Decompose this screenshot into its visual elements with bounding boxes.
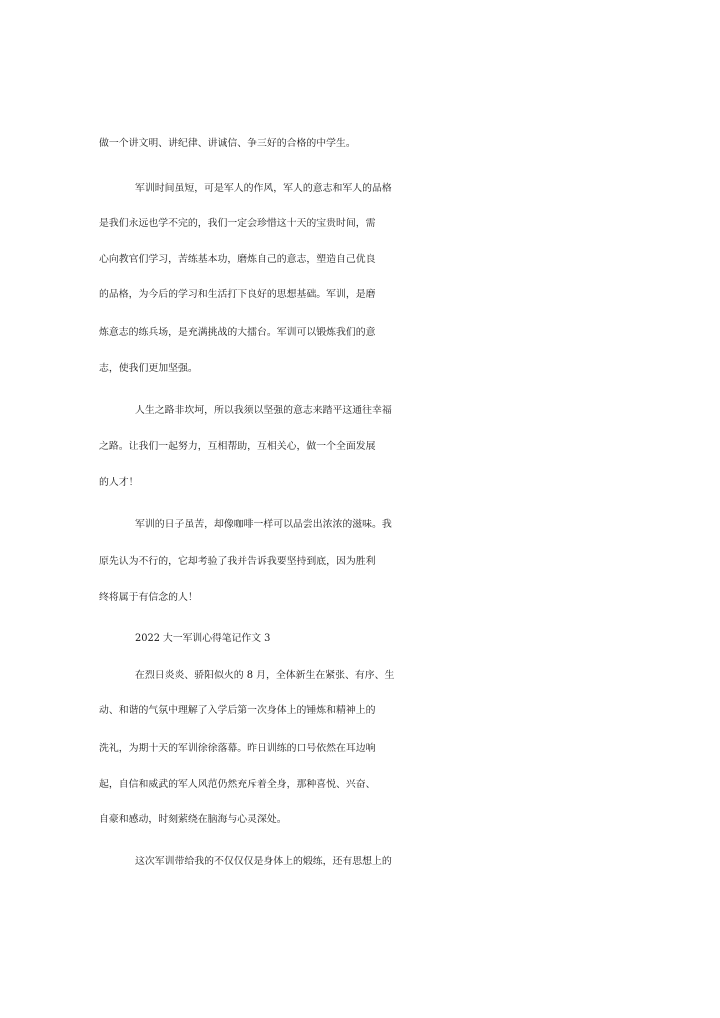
section-heading: 2022 大一军训心得笔记作文 3 (135, 633, 271, 644)
paragraph-start-line: 军训的日子虽苦，却像咖啡一样可以品尝出浓浓的滋味。我 (135, 519, 392, 530)
text-line: 的品格，为今后的学习和生活打下良好的思想基础。军训，是磨 (99, 289, 376, 300)
text-line: 洗礼，为期十天的军训徐徐落幕。昨日训练的口号依然在耳边响 (99, 743, 376, 754)
text-line: 的人才！ (99, 477, 139, 488)
text-line: 做一个讲文明、讲纪律、讲诚信、争三好的合格的中学生。 (99, 138, 356, 149)
text-line: 炼意志的练兵场，是充满挑战的大擂台。军训可以锻炼我们的意 (99, 327, 376, 338)
text-line: 志，使我们更加坚强。 (99, 363, 198, 374)
text-line: 是我们永远也学不完的，我们一定会珍惜这十天的宝贵时间，需 (99, 218, 376, 229)
text-line: 自豪和感动，时刻萦绕在脑海与心灵深处。 (99, 814, 287, 825)
text-line: 起，自信和威武的军人风范仍然充斥着全身，那种喜悦、兴奋、 (99, 779, 376, 790)
paragraph-start-line: 军训时间虽短，可是军人的作风，军人的意志和军人的品格 (135, 183, 392, 194)
text-line: 动、和谐的气氛中理解了入学后第一次身体上的锤炼和精神上的 (99, 705, 376, 716)
text-line: 终将属于有信念的人！ (99, 592, 198, 603)
paragraph-start-line: 这次军训带给我的不仅仅仅是身体上的煅练，还有思想上的 (135, 856, 392, 867)
paragraph-start-line: 人生之路非坎坷，所以我须以坚强的意志来踏平这通往幸福 (135, 405, 392, 416)
paragraph-start-line: 在烈日炎炎、骄阳似火的 8 月，全体新生在紧张、有序、生 (135, 670, 395, 681)
text-line: 之路。让我们一起努力，互相帮助，互相关心，做一个全面发展 (99, 441, 376, 452)
text-line: 心向教官们学习，苦练基本功，磨炼自己的意志，塑造自己优良 (99, 254, 376, 265)
text-line: 原先认为不行的，它却考验了我并告诉我要坚持到底，因为胜利 (99, 556, 376, 567)
